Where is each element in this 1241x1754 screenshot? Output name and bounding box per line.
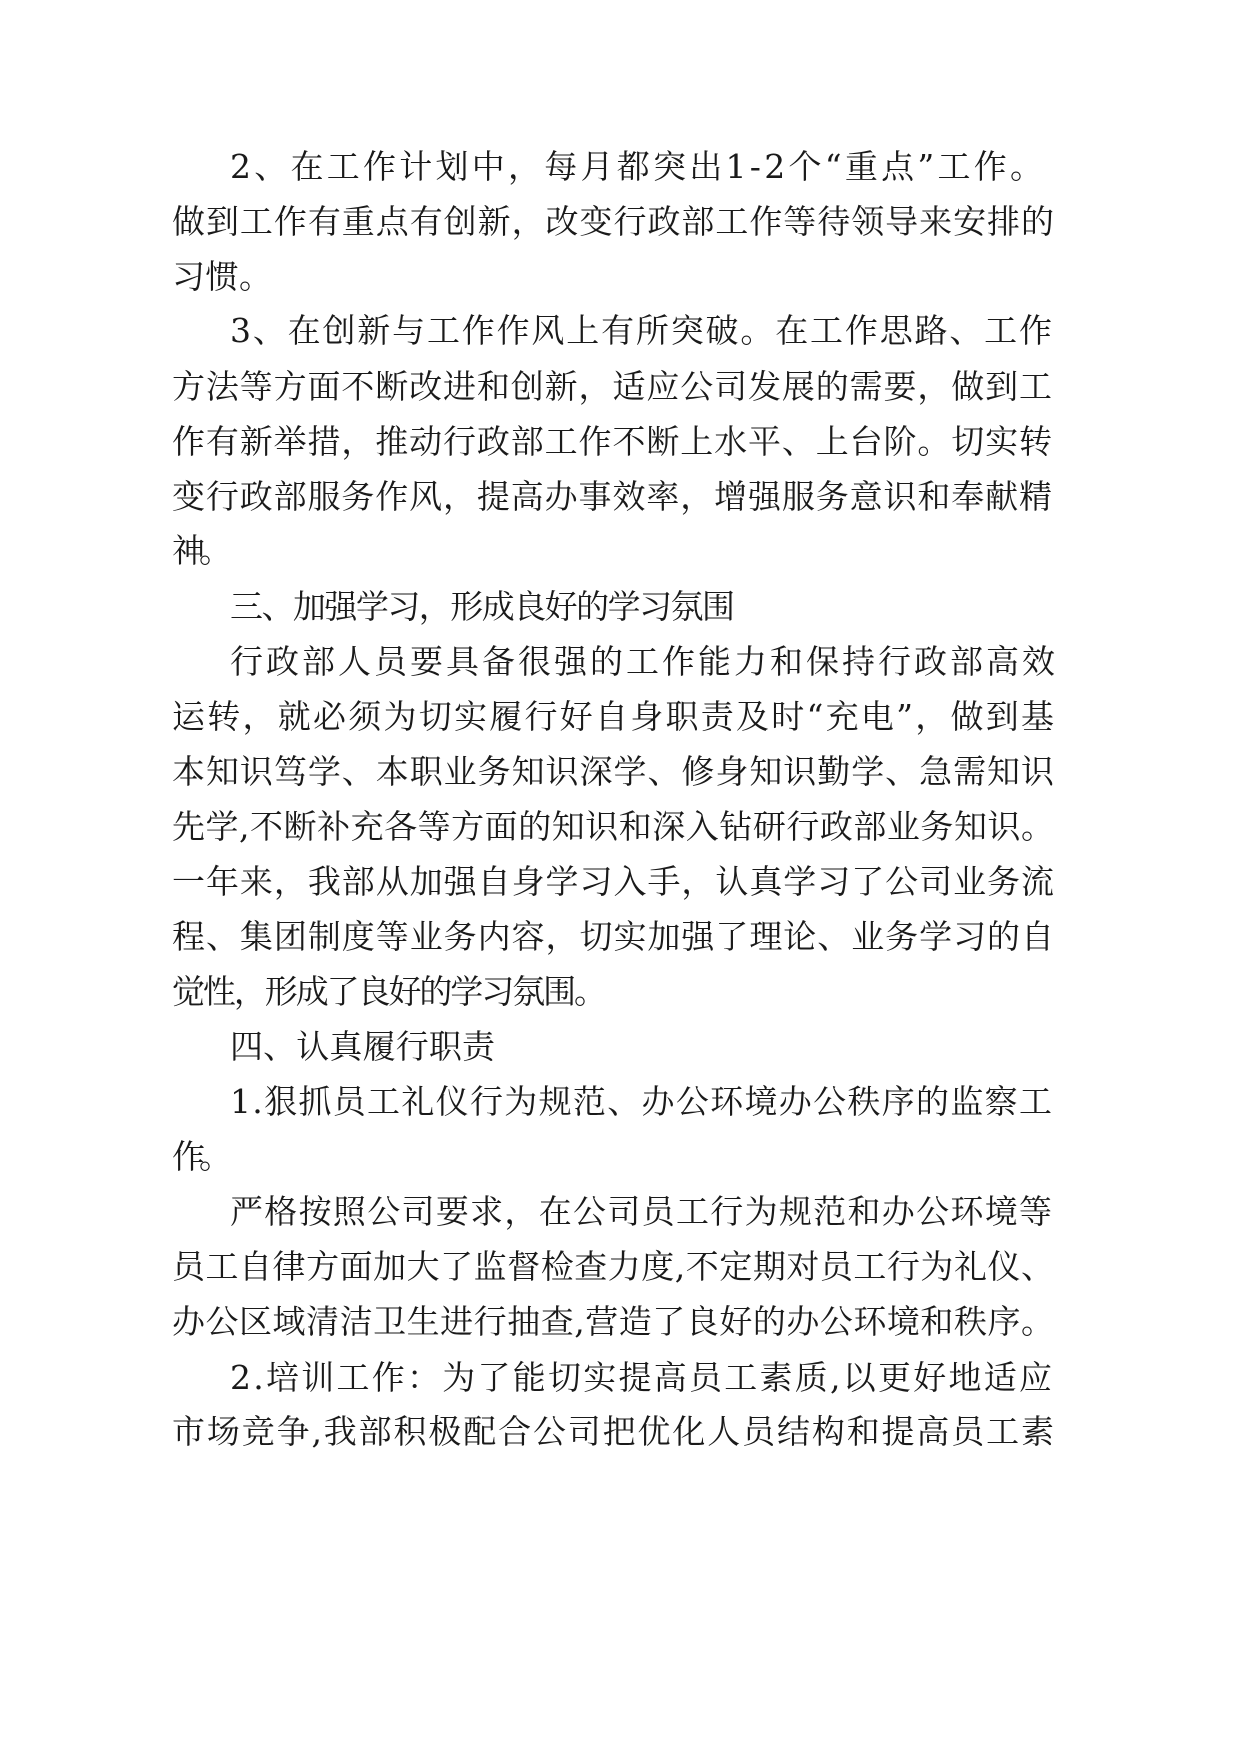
line-text: 作。 <box>172 1137 226 1176</box>
line-text: 严格按照公司要求，在公司员工行为规范和办公环境等 <box>230 1192 1054 1231</box>
line-text: 办公区域清洁卫生进行抽查,营造了良好的办公环境和秩序。 <box>172 1302 1055 1341</box>
line-text: 做到工作有重点有创新，改变行政部工作等待领导来安排的 <box>172 202 1055 241</box>
line-text: 2、在工作计划中，每月都突出1-2个“重点”工作。 <box>230 147 1047 186</box>
line-text: 运转，就必须为切实履行好自身职责及时“充电”，做到基 <box>172 697 1057 736</box>
line-text: 变行政部服务作风，提高办事效率，增强服务意识和奉献精 <box>172 477 1053 516</box>
line-text: 市场竞争,我部积极配合公司把优化人员结构和提高员工素 <box>172 1412 1056 1451</box>
line-text: 程、集团制度等业务内容，切实加强了理论、业务学习的自 <box>172 917 1055 956</box>
line-text: 神。 <box>172 531 226 570</box>
line-text: 习惯。 <box>172 257 273 296</box>
line-text: 本知识笃学、本职业务知识深学、修身知识勤学、急需知识 <box>172 752 1055 791</box>
line-text: 作有新举措，推动行政部工作不断上水平、上台阶。切实转 <box>172 422 1053 461</box>
text-line <box>0 519 1241 583</box>
line-text: 先学,不断补充各等方面的知识和深入钻研行政部业务知识。 <box>172 807 1055 846</box>
line-text: 四、认真履行职责 <box>230 1027 496 1066</box>
line-text: 3、在创新与工作作风上有所突破。在工作思路、工作 <box>230 311 1054 350</box>
text-line <box>0 299 1241 363</box>
line-text: 员工自律方面加大了监督检查力度,不定期对员工行为礼仪、 <box>172 1247 1055 1286</box>
text-line <box>0 1290 1241 1354</box>
line-text: 行政部人员要具备很强的工作能力和保持行政部高效 <box>230 642 1058 681</box>
line-text: 2.培训工作：为了能切实提高员工素质,以更好地适应 <box>230 1358 1055 1397</box>
line-text: 觉性，形成了良好的学习氛围。 <box>172 972 605 1011</box>
text-line <box>0 1400 1241 1464</box>
line-text: 三、加强学习，形成良好的学习氛围 <box>230 587 734 626</box>
line-text: 一年来，我部从加强自身学习入手，认真学习了公司业务流 <box>172 862 1055 901</box>
line-text: 1.狠抓员工礼仪行为规范、办公环境办公秩序的监察工 <box>230 1082 1054 1121</box>
line-text: 方法等方面不断改进和创新，适应公司发展的需要，做到工 <box>172 367 1053 406</box>
